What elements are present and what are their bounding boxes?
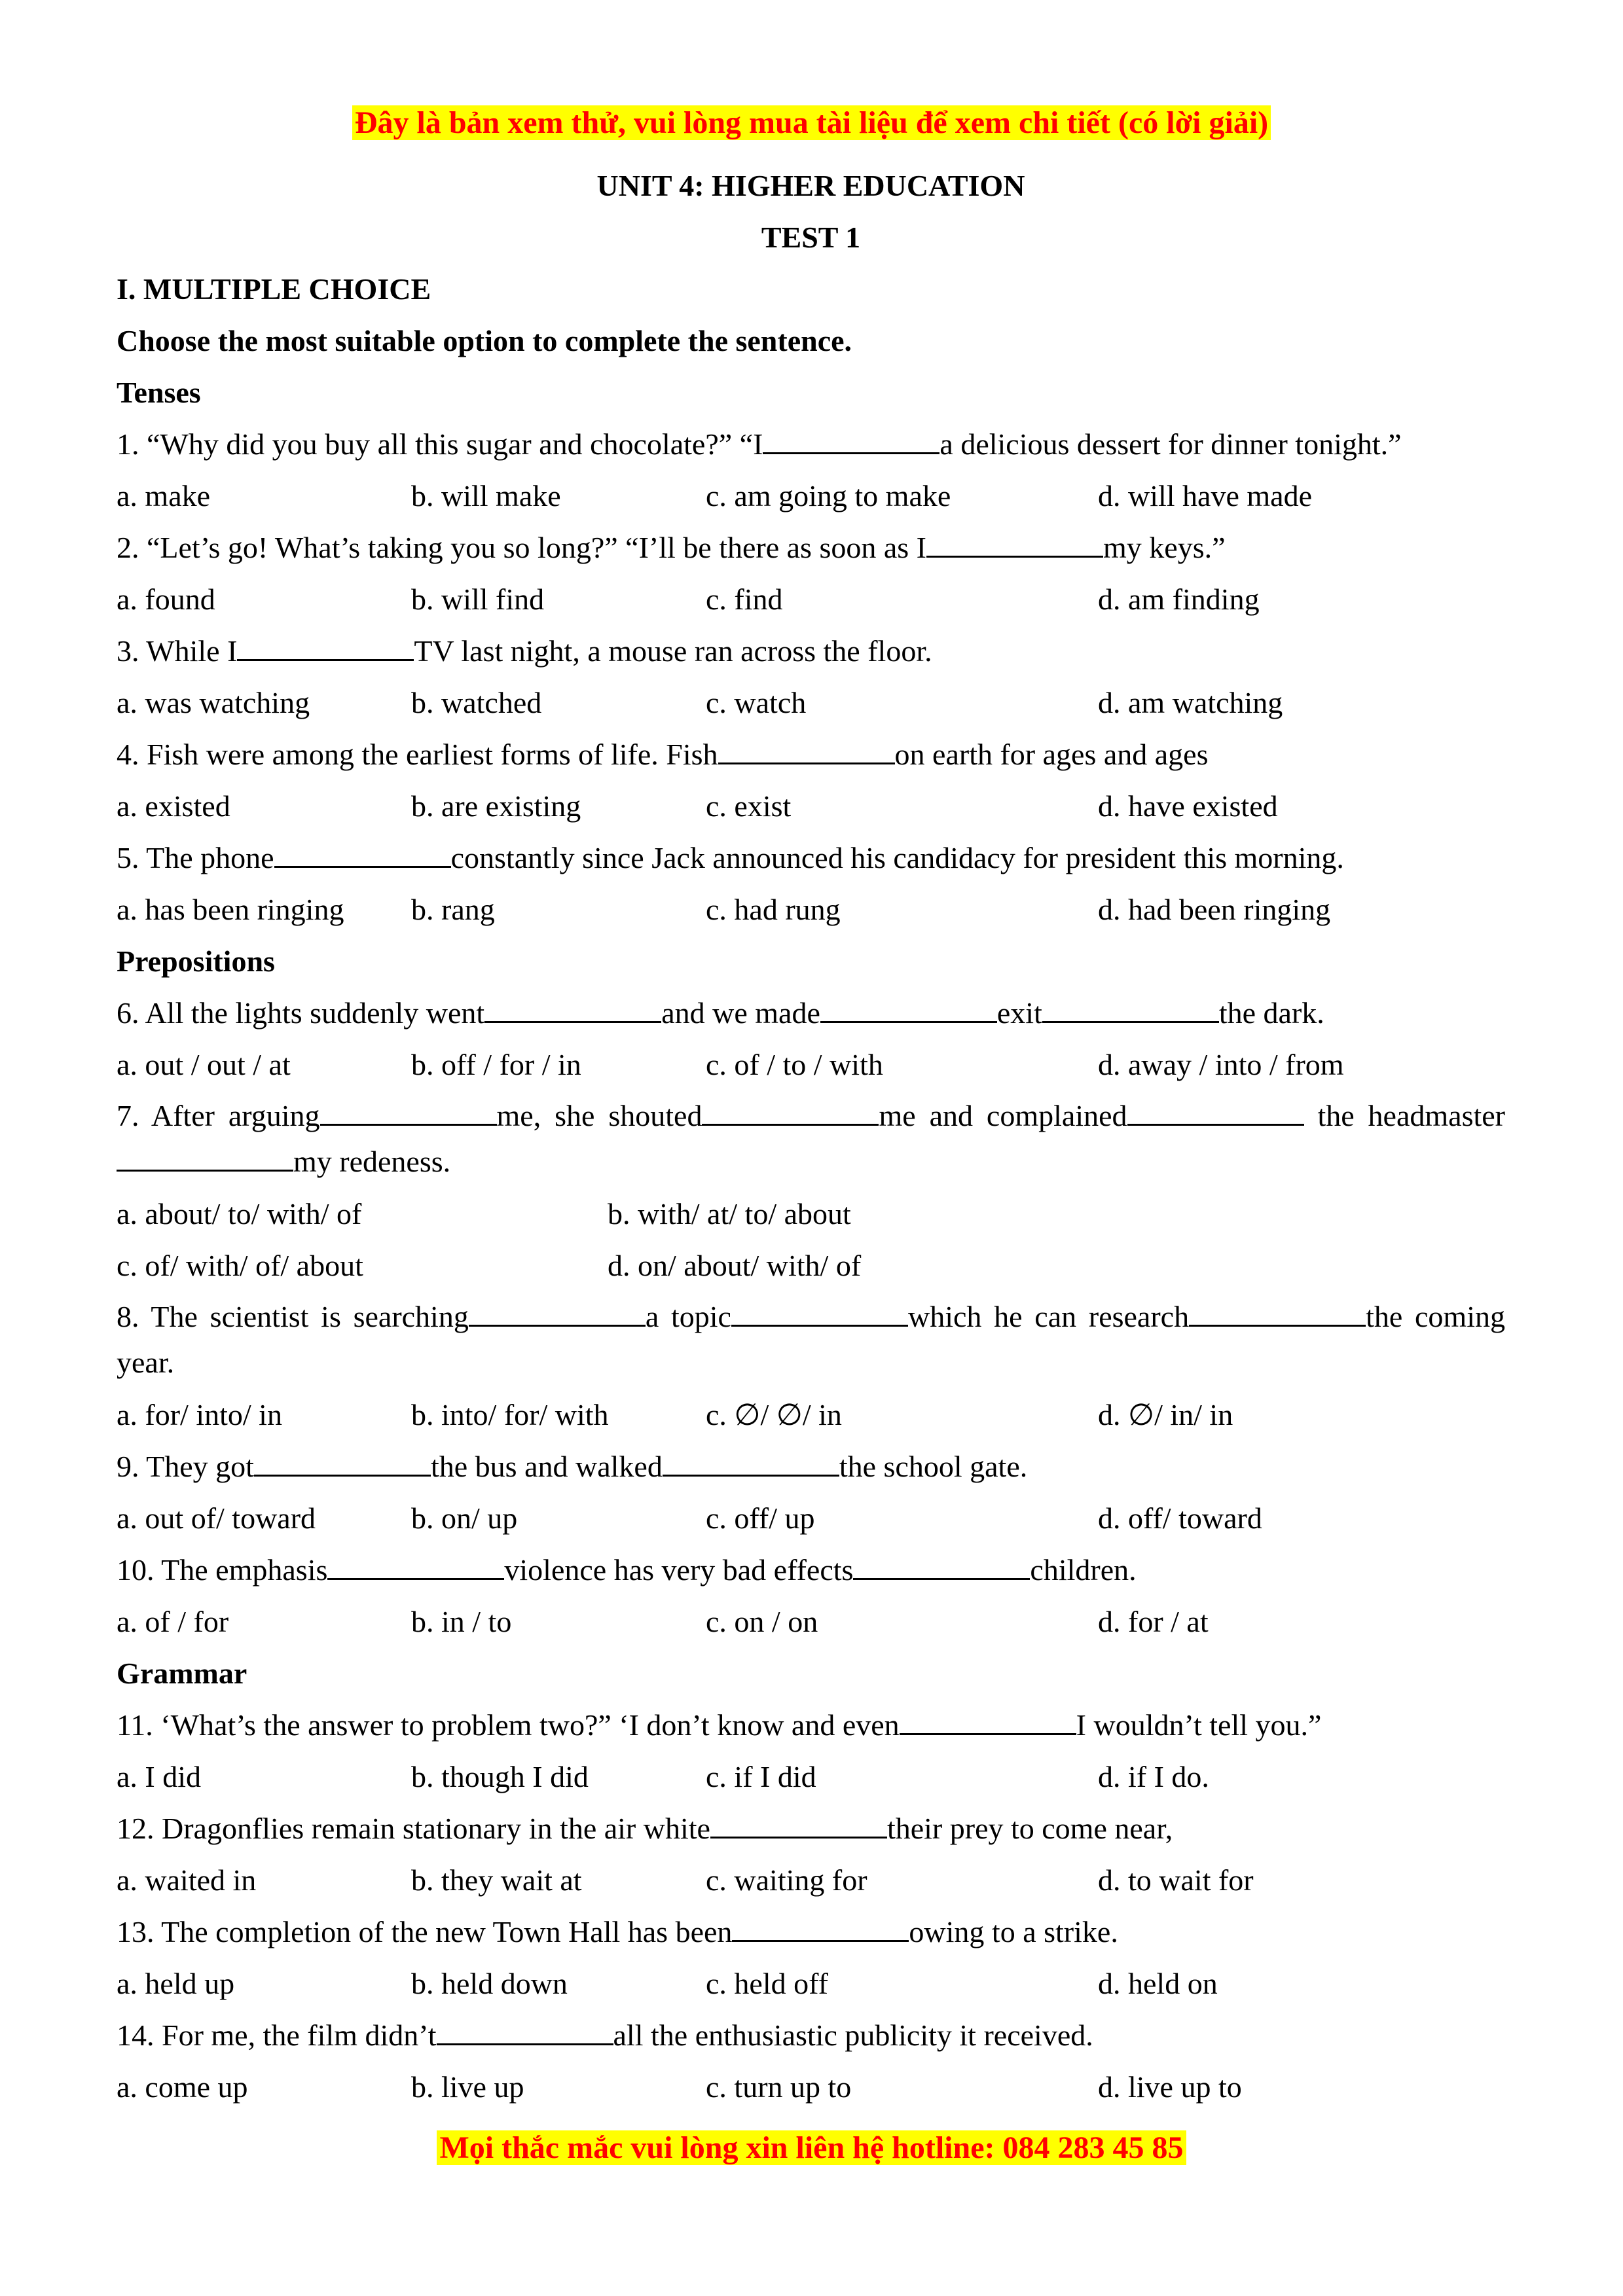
answer-blank [274, 837, 451, 868]
question-7-options-row-1 [117, 1188, 1505, 1240]
option-b: b. rang [411, 893, 495, 926]
question-text: 2. “Let’s go! What’s taking you so long?” “I’ll be there as soon as I [117, 531, 926, 564]
question-text: 5. The phone [117, 841, 274, 874]
group-heading-prepositions: Prepositions [117, 944, 275, 978]
answer-blank [327, 1549, 504, 1580]
question-text: TV last night, a mouse ran across the floor. [414, 634, 932, 668]
question-7-options-row-2 [117, 1240, 1505, 1291]
question-text: a topic [645, 1300, 731, 1333]
answer-blank [320, 1095, 497, 1126]
unit-title: UNIT 4: HIGHER EDUCATION [596, 169, 1025, 202]
option-b: b. live up [411, 2070, 524, 2104]
option-c: c. had rung [706, 893, 841, 926]
question-text: 8. The scientist is searching [117, 1300, 469, 1333]
option-b: b. they wait at [411, 1863, 582, 1897]
answer-blank [1042, 992, 1219, 1023]
option-a: a. about/ to/ with/ of [117, 1197, 362, 1230]
question-5 [117, 832, 1505, 884]
option-d: d. live up to [1098, 2070, 1242, 2104]
question-text: exit [996, 996, 1042, 1030]
option-a: a. out / out / at [117, 1048, 291, 1081]
option-a: a. out of/ toward [117, 1501, 316, 1535]
question-text: the dark. [1218, 996, 1324, 1030]
option-b: b. held down [411, 1967, 568, 2000]
option-b: b. into/ for/ with [411, 1398, 609, 1431]
answer-blank [437, 2015, 613, 2045]
option-c: c. ∅/ ∅/ in [706, 1398, 842, 1431]
question-14-options [117, 2061, 1505, 2113]
question-text: and we made [661, 996, 820, 1030]
option-a: a. for/ into/ in [117, 1398, 282, 1431]
answer-blank [663, 1446, 839, 1477]
option-d: d. if I do. [1098, 1760, 1209, 1793]
option-d: d. have existed [1098, 789, 1278, 823]
question-6 [117, 987, 1505, 1039]
question-text: 13. The completion of the new Town Hall has been [117, 1915, 733, 1948]
question-text: me, she shouted [496, 1099, 702, 1132]
question-1 [117, 418, 1505, 470]
question-2 [117, 522, 1505, 573]
preview-notice-banner [0, 103, 1623, 143]
answer-blank [763, 423, 939, 454]
question-text: the bus and walked [430, 1450, 663, 1483]
option-b: b. with/ at/ to/ about [608, 1197, 851, 1230]
answer-blank [469, 1296, 646, 1327]
question-6-options [117, 1039, 1505, 1090]
question-text: 14. For me, the film didn’t [117, 2018, 437, 2052]
question-text: 1. “Why did you buy all this sugar and chocolate?” “I [117, 427, 763, 461]
answer-blank [853, 1549, 1030, 1580]
question-1-options [117, 470, 1505, 522]
option-b: b. though I did [411, 1760, 589, 1793]
answer-blank [254, 1446, 431, 1477]
question-text: the headmaster [1317, 1099, 1505, 1132]
question-text: children. [1030, 1553, 1137, 1587]
answer-blank [718, 734, 895, 764]
question-4 [117, 728, 1505, 780]
question-text: on earth for ages and ages [894, 738, 1209, 771]
option-b: b. will find [411, 583, 545, 616]
option-a: a. of / for [117, 1605, 229, 1638]
answer-blank [710, 1808, 887, 1839]
question-8 [117, 1291, 1505, 1389]
question-text: 9. They got [117, 1450, 254, 1483]
section-heading: I. MULTIPLE CHOICE [117, 272, 431, 306]
question-text: owing to a strike. [909, 1915, 1118, 1948]
option-d: d. had been ringing [1098, 893, 1331, 926]
option-c: c. of/ with/ of/ about [117, 1249, 363, 1282]
option-d: d. away / into / from [1098, 1048, 1344, 1081]
question-text: a delicious dessert for dinner tonight.” [939, 427, 1402, 461]
option-a: a. make [117, 479, 211, 512]
option-b: b. are existing [411, 789, 581, 823]
question-8-options [117, 1389, 1505, 1441]
option-a: a. held up [117, 1967, 235, 2000]
option-c: c. of / to / with [706, 1048, 883, 1081]
test-title: TEST 1 [761, 221, 861, 254]
option-d: d. will have made [1098, 479, 1313, 512]
hotline-banner [0, 2128, 1623, 2168]
question-10-options [117, 1596, 1505, 1647]
option-b: b. will make [411, 479, 561, 512]
question-text: 7. After arguing [117, 1099, 320, 1132]
preview-notice-text: Đây là bản xem thử, vui lòng mua tài liệu để xem chi tiết (có lời giải) [352, 105, 1271, 140]
option-c: c. on / on [706, 1605, 818, 1638]
option-c: c. find [706, 583, 783, 616]
option-c: c. if I did [706, 1760, 816, 1793]
option-c: c. off/ up [706, 1501, 815, 1535]
option-d: d. ∅/ in/ in [1098, 1398, 1233, 1431]
question-4-options [117, 780, 1505, 832]
question-text: violence has very bad effects [504, 1553, 854, 1587]
answer-blank [702, 1095, 879, 1126]
question-text: 3. While I [117, 634, 238, 668]
option-c: c. held off [706, 1967, 828, 2000]
option-d: d. for / at [1098, 1605, 1209, 1638]
option-a: a. existed [117, 789, 230, 823]
option-b: b. watched [411, 686, 542, 719]
option-a: a. come up [117, 2070, 248, 2104]
option-c: c. turn up to [706, 2070, 852, 2104]
question-text: 11. ‘What’s the answer to problem two?” ‘I don’t know and even [117, 1708, 900, 1742]
option-d: d. am finding [1098, 583, 1260, 616]
question-3 [117, 625, 1505, 677]
answer-blank [484, 992, 661, 1023]
option-c: c. exist [706, 789, 792, 823]
question-text: me and complained [879, 1099, 1127, 1132]
question-9-options [117, 1492, 1505, 1544]
option-b: b. on/ up [411, 1501, 518, 1535]
instruction-text: Choose the most suitable option to complete the sentence. [117, 324, 852, 357]
question-text: the coming year. [117, 1300, 1505, 1379]
question-text: I wouldn’t tell you.” [1076, 1708, 1322, 1742]
option-c: c. waiting for [706, 1863, 867, 1897]
question-13-options [117, 1958, 1505, 2009]
question-13 [117, 1906, 1505, 1958]
option-c: c. am going to make [706, 479, 951, 512]
question-10 [117, 1544, 1505, 1596]
question-5-options [117, 884, 1505, 935]
test-content [117, 160, 1505, 2113]
question-11 [117, 1699, 1505, 1751]
question-text: 10. The emphasis [117, 1553, 328, 1587]
answer-blank [731, 1296, 908, 1327]
answer-blank [117, 1141, 293, 1172]
option-b: b. in / to [411, 1605, 512, 1638]
question-12 [117, 1803, 1505, 1854]
group-heading-tenses: Tenses [117, 376, 201, 409]
option-d: d. held on [1098, 1967, 1218, 2000]
question-7 [117, 1090, 1505, 1188]
answer-blank [237, 630, 414, 661]
option-c: c. watch [706, 686, 807, 719]
answer-blank [1189, 1296, 1366, 1327]
answer-blank [732, 1911, 909, 1942]
answer-blank [1127, 1095, 1304, 1126]
option-d: d. on/ about/ with/ of [608, 1249, 862, 1282]
option-b: b. off / for / in [411, 1048, 581, 1081]
option-d: d. to wait for [1098, 1863, 1254, 1897]
question-text: their prey to come near, [886, 1812, 1173, 1845]
question-text: constantly since Jack announced his candidacy for president this morning. [450, 841, 1344, 874]
option-a: a. was watching [117, 686, 310, 719]
option-a: a. I did [117, 1760, 202, 1793]
question-text: 4. Fish were among the earliest forms of life. Fish [117, 738, 718, 771]
option-a: a. waited in [117, 1863, 257, 1897]
question-text: my redeness. [293, 1145, 451, 1178]
question-2-options [117, 573, 1505, 625]
question-text: 6. All the lights suddenly went [117, 996, 485, 1030]
question-14 [117, 2009, 1505, 2061]
question-text: my keys.” [1103, 531, 1226, 564]
answer-blank [926, 527, 1103, 558]
option-d: d. am watching [1098, 686, 1283, 719]
option-d: d. off/ toward [1098, 1501, 1262, 1535]
question-text: all the enthusiastic publicity it received. [613, 2018, 1093, 2052]
question-3-options [117, 677, 1505, 728]
question-text: the school gate. [839, 1450, 1028, 1483]
answer-blank [820, 992, 997, 1023]
group-heading-grammar: Grammar [117, 1657, 247, 1690]
option-a: a. found [117, 583, 215, 616]
question-text: which he can research [907, 1300, 1190, 1333]
option-a: a. has been ringing [117, 893, 344, 926]
answer-blank [900, 1704, 1076, 1735]
question-12-options [117, 1854, 1505, 1906]
hotline-text: Mọi thắc mắc vui lòng xin liên hệ hotline: 084 283 45 85 [437, 2130, 1186, 2165]
question-text: 12. Dragonflies remain stationary in the air white [117, 1812, 710, 1845]
question-9 [117, 1441, 1505, 1492]
question-11-options [117, 1751, 1505, 1803]
